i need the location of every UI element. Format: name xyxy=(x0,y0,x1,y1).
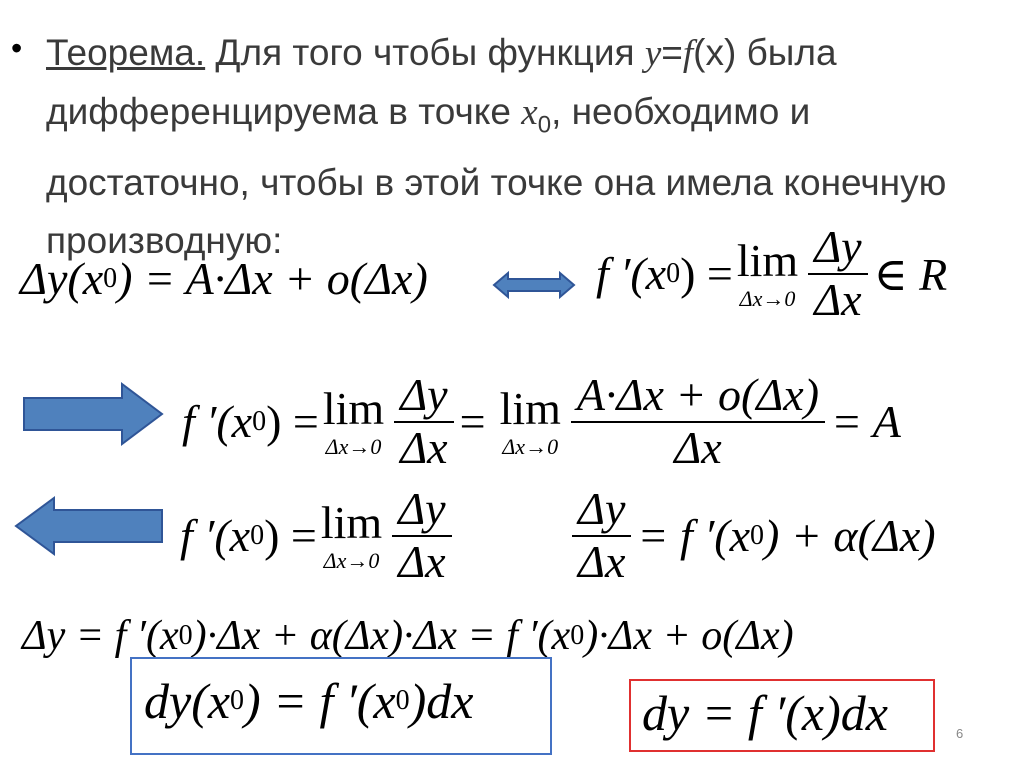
equation-derivative-def: f ′(x 0 ) = lim Δx→0 $\frac{\Delta y}{\Delta x}$ ∈ R xyxy=(596,221,948,325)
equation-differential-general: dy = f ′(x)dx xyxy=(642,685,888,741)
equation-ratio: $\frac{\Delta y}{\Delta x}$ = f ′(x 0 ) + α(Δx) xyxy=(566,484,936,587)
equation-differential-point: dy(x 0 ) = f ′(x 0 )dx xyxy=(144,673,474,729)
left-arrow-icon xyxy=(14,496,164,556)
equation-necessity: f ′(x 0 ) = lim Δx→0 $\frac{\Delta y}{\Delta x}$ = lim Δx→0 $\frac{A\cdot\Delta x + o(\Delta x)}{\Delta x}$ = A xyxy=(182,369,901,473)
equation-increment: Δy(x 0 ) = A·Δx + o(Δx) xyxy=(20,253,428,304)
equation-increment-expansion: Δy = f ′(x 0 )·Δx + α(Δx)·Δx = f ′(x 0 )·Δx + o(Δx) xyxy=(22,613,794,659)
theorem-text: Теорема. Для того чтобы функция y=f(x) была дифференцируема в точке $x_0$, необходимо и достаточно, чтобы в этой точке она имела конечную производную: xyxy=(46,32,947,262)
equation-sufficiency: f ′(x 0 ) = lim Δx→0 $\frac{\Delta y}{\Delta x}$ xyxy=(180,484,458,587)
theorem-title: Теорема. xyxy=(46,32,206,73)
double-arrow-icon xyxy=(492,270,576,300)
bullet-icon: • xyxy=(11,30,23,66)
page-number: 6 xyxy=(956,726,964,741)
right-arrow-icon xyxy=(22,382,164,446)
